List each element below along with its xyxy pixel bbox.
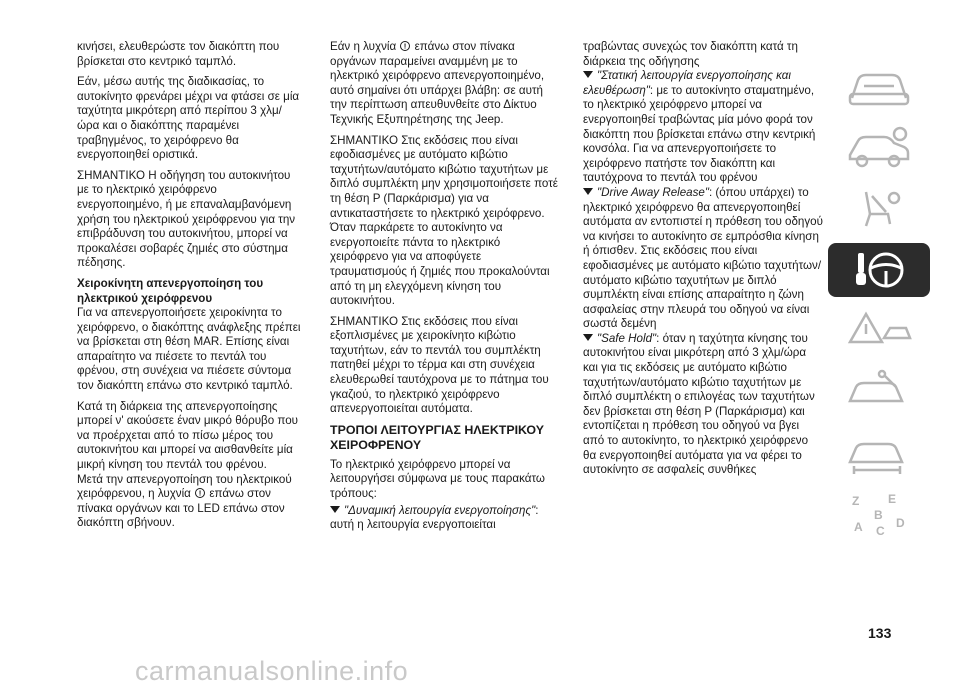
bullet-title: "Στατική λειτουργία ενεργοποίησης και ελευθέρωση" — [583, 69, 791, 97]
maintenance-icon — [844, 369, 914, 415]
chapter-tab-maintenance[interactable] — [828, 365, 930, 419]
bullet-text: : όταν η ταχύτητα κίνησης του αυτοκινήτου είναι μικρότερη από 3 χλμ/ώρα και για τις εκδόσεις με αυτόματο κιβώτιο ταχυτήτων/αυτόματο κιβώτιο ταχυτήτων με διπλό συμπλέκτη ο επιλογέας των ταχυτήτων δεν βρίσκεται στη θέση P (Παρκάρισμα) και εντοπίζεται η πρόθεση του οδηγού να βγει από το αυτοκίνητο, το ηλεκτρικό χειρόφρενο θα ενεργοποιηθεί αυτόματα για να φέρει το αυτοκίνητο σε ασφαλείς συνθήκες — [583, 331, 815, 477]
seat-safety-icon — [844, 186, 914, 232]
watermark-text: carmanualsonline.info — [135, 656, 409, 686]
chapter-tab-safety[interactable] — [828, 182, 930, 236]
chapter-tab-starting-driving[interactable] — [828, 243, 930, 297]
paragraph: Κατά τη διάρκεια της απενεργοποίησης μπορεί ν' ακούσετε έναν μικρό θόρυβο που να προέρχεται από το πίσω μέρος του αυτοκινήτου και μπορεί να αισθανθείτε μία μικρή κίνηση του πεντάλ του φρένου. — [77, 399, 298, 472]
text-column-3 — [583, 40, 823, 484]
bullet-text: : με το αυτοκίνητο σταματημένο, το ηλεκτρικό χειρόφρενο μπορεί να ενεργοποιηθεί τραβώντας μία μόνο φορά τον διακόπτη που βρίσκεται επάνω στην κεντρική κονσόλα. Για να απενεργοποιήσετε το χειρόφρενο πατήστε τον διακόπτη και ταυτόχρονα το πεντάλ του φρένου — [583, 83, 816, 185]
bullet-title: "Safe Hold" — [597, 331, 657, 345]
index-letter: E — [888, 492, 897, 506]
chapter-tab-emergency[interactable] — [828, 304, 930, 358]
paragraph: τραβώντας συνεχώς τον διακόπτη κατά τη διάρκεια της οδήγησης — [583, 40, 798, 68]
index-letter: Z — [852, 494, 860, 508]
svg-text:!: ! — [198, 490, 202, 498]
important-note: ΣΗΜΑΝΤΙΚΟ Στις εκδόσεις που είναι εξοπλισμένες με χειροκίνητο κιβώτιο ταχυτήτων, εάν το πεντάλ του συμπλέκτη πατηθεί μέχρι το τέρμα και στη συνέχεια ελευθερωθεί ταυτόχρονα με το πάτημα του γκαζιού, το ηλεκτρικό χειρόφρενο απενεργοποιείται αυτόματα. — [330, 314, 549, 416]
index-letter: B — [874, 508, 883, 522]
chapter-index-sidebar — [828, 60, 930, 548]
car-dashboard-icon — [844, 64, 914, 110]
section-heading: ΤΡΟΠΟΙ ΛΕΙΤΟΥΡΓΙΑΣ ΗΛΕΚΤΡΙΚΟΥ ΧΕΙΡΟΦΡΕΝΟΥ — [330, 422, 544, 452]
paragraph-text: επάνω στον πίνακα οργάνων και το LED επάνω στον διακόπτη σβήνουν. — [77, 487, 285, 530]
bullet-title: "Drive Away Release" — [597, 185, 709, 199]
paragraph: Για να απενεργοποιήσετε χειροκίνητα το χειρόφρενο, ο διακόπτης ανάφλεξης πρέπει να βρίσκεται στη θέση MAR. Επίσης είναι απαραίτητο να πιέσετε το πεντάλ του φρένου, στη συνέχεια να πιέσετε σύντομα τον διακόπτη επάνω στο κεντρικό ταμπλό. — [77, 306, 301, 393]
paragraph: Το ηλεκτρικό χειρόφρενο μπορεί να λειτουργήσει σύμφωνα με τους παρακάτω τρόπους: — [330, 457, 545, 501]
paragraph-text: επάνω στον πίνακα οργάνων παραμείνει αναμμένη με το ηλεκτρικό χειρόφρενο απενεργοποιημένο, αυτό σημαίνει ότι υπάρχει βλάβη: σε αυτή την περίπτωση απευθυνθείτε στο Δίκτυο Τεχνικής Εξυπηρέτησης της Jeep. — [330, 40, 545, 126]
important-note: ΣΗΜΑΝΤΙΚΟ Στις εκδόσεις που είναι εφοδιασμένες με αυτόματο κιβώτιο ταχυτήτων/αυτόματο κιβώτιο ταχυτήτων με διπλό συμπλέκτη μην χρησιμοποιήσετε ποτέ τη θέση P (Παρκάρισμα) για να αντικαταστήσετε το ηλεκτρικό χειρόφρενο. Όταν παρκάρετε το αυτοκίνητο να ενεργοποιείτε πάντα το ηλεκτρικό χειρόφρενο για να αποφύγετε τραυματισμούς ή ζημιές που προκαλούνται από τη μη ελεγχόμενη κίνηση του αυτοκινήτου. — [330, 133, 558, 308]
paragraph-text: Εάν η λυχνία — [330, 40, 397, 53]
paragraph: Εάν, μέσω αυτής της διαδικασίας, το αυτοκίνητο φρενάρει μέχρι να φτάσει σε μία ταχύτητα μικρότερη από περίπου 3 χλμ/ώρα και ο διακόπτης παραμένει τραβηγμένος, το χειρόφρενο θα ενεργοποιηθεί οριστικά. — [77, 75, 300, 162]
bullet-item — [583, 186, 823, 332]
paragraph: κινήσει, ελευθερώστε τον διακόπτη που βρίσκεται στο κεντρικό ταμπλό. — [77, 40, 280, 68]
text-column-1 — [77, 40, 302, 537]
bullet-triangle-icon — [330, 506, 340, 513]
bullet-text: : αυτή η λειτουργία ενεργοποιείται — [330, 503, 539, 532]
steering-wheel-key-icon — [844, 247, 914, 293]
paragraph — [330, 40, 560, 128]
chapter-tab-car-info[interactable] — [828, 121, 930, 175]
section-heading: Χειροκίνητη απενεργοποίηση του ηλεκτρικού χειρόφρενου — [77, 276, 264, 305]
bullet-triangle-icon — [583, 334, 593, 341]
bullet-item — [330, 504, 560, 533]
technical-data-icon — [844, 430, 914, 476]
chapter-tab-dashboard[interactable] — [828, 60, 930, 114]
bullet-item — [583, 69, 823, 186]
bullet-text: : (όπου υπάρχει) το ηλεκτρικό χειρόφρενο θα απενεργοποιηθεί αυτόματα αν εντοπιστεί η πρόθεση του οδηγού να κινήσει το αυτοκίνητο σε εμπρόσθια κίνηση ή όπισθεν. Στις εκδόσεις που είναι εφοδιασμένες με αυτόματο κιβώτιο ταχυτήτων/αυτόματο κιβώτιο ταχυτήτων με διπλό συμπλέκτη είναι επίσης απαραίτητο η ζώνη ασφαλείας στην πλευρά του οδηγού να είναι σωστά δεμένη — [583, 185, 823, 331]
paragraph-text: Μετά την απενεργοποίηση του ηλεκτρικού χειρόφρενου, η λυχνία — [77, 472, 292, 501]
chapter-tab-technical-data[interactable] — [828, 426, 930, 480]
index-letter: D — [896, 516, 905, 530]
index-letter: A — [854, 520, 863, 534]
bullet-item — [583, 332, 823, 478]
index-letter: C — [876, 524, 885, 537]
alphabet-index-icon — [844, 491, 914, 537]
page-number: 133 — [868, 625, 892, 641]
text-column-2 — [330, 40, 560, 539]
svg-text:!: ! — [404, 43, 407, 51]
bullet-triangle-icon — [583, 188, 593, 195]
warning-triangle-car-icon — [844, 308, 914, 354]
important-note: ΣΗΜΑΝΤΙΚΟ Η οδήγηση του αυτοκινήτου με το ηλεκτρικό χειρόφρενο ενεργοποιημένο, ή με επαναλαμβανόμενη χρήση του ηλεκτρικού χειρόφρενου για την επιβράδυνση του αυτοκινήτου, μπορεί να προκαλέσει σοβαρές ζημιές στο σύστημα πέδησης. — [77, 168, 296, 270]
bullet-title: "Δυναμική λειτουργία ενεργοποίησης" — [344, 503, 536, 517]
bullet-triangle-icon — [583, 71, 593, 78]
brake-warning-lamp-icon — [399, 40, 411, 52]
brake-warning-lamp-icon — [194, 487, 206, 499]
paragraph — [77, 473, 302, 531]
chapter-tab-index[interactable] — [828, 487, 930, 541]
car-info-icon — [844, 125, 914, 171]
